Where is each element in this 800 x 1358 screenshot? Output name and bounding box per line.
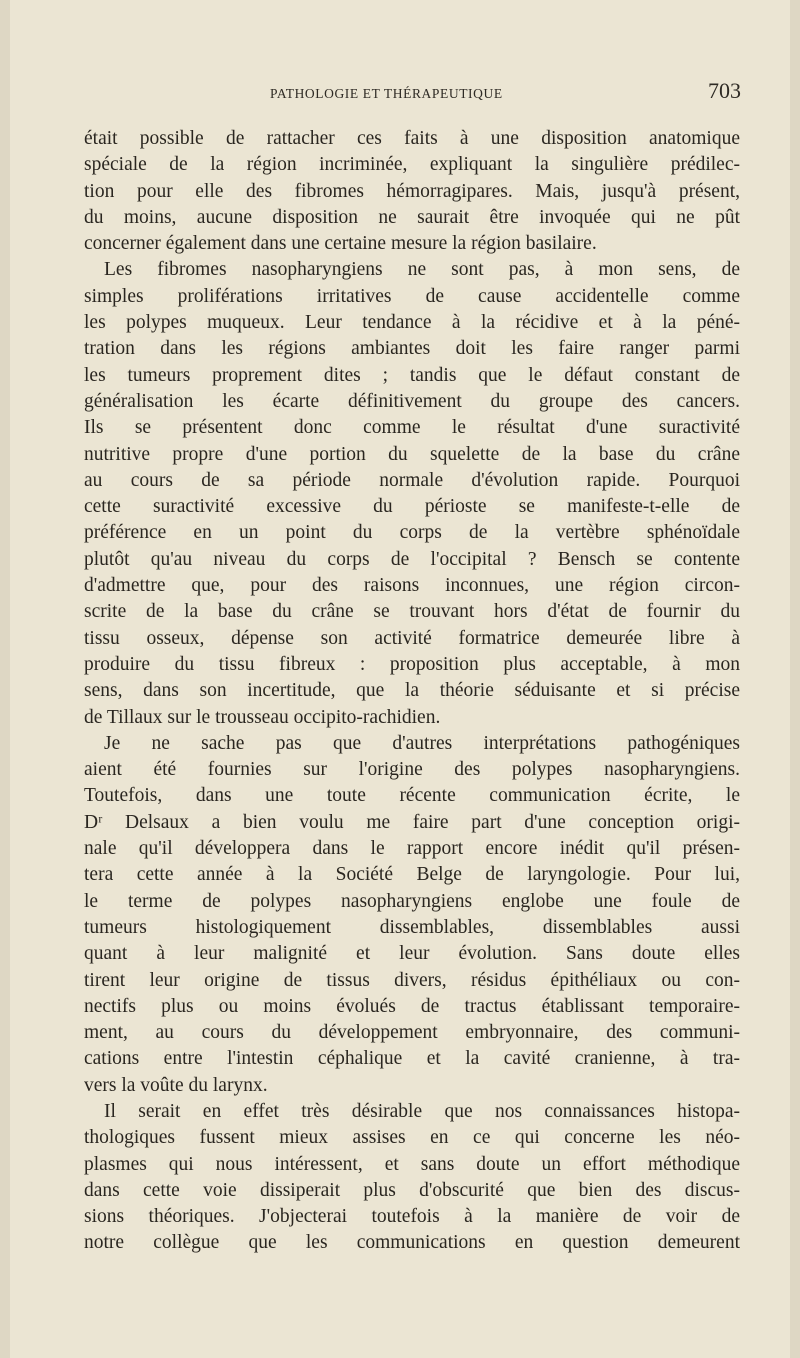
text-line: tumeurs histologiquement dissemblables, dissemblables aussi <box>84 916 740 938</box>
text-line: produire du tissu fibreux : proposition plus acceptable, à mon <box>84 653 740 675</box>
text-line: du moins, aucune disposition ne saurait être invoquée qui ne pût <box>84 206 740 228</box>
text-line: spéciale de la région incriminée, expliquant la singulière prédilec- <box>84 154 740 176</box>
text-line: nectifs plus ou moins évolués de tractus établissant temporaire- <box>84 995 740 1017</box>
text-line: tion pour elle des fibromes hémorragipares. Mais, jusqu'à présent, <box>84 180 740 202</box>
paragraph-start-line: Les fibromes nasopharyngiens ne sont pas, à mon sens, de <box>104 259 740 281</box>
paragraph-start-line: Je ne sache pas que d'autres interprétations pathogéniques <box>104 732 740 754</box>
text-line: tirent leur origine de tissus divers, résidus épithéliaux ou con- <box>84 969 740 991</box>
body-text <box>84 126 740 1257</box>
text-line: scrite de la base du crâne se trouvant hors d'état de fournir du <box>84 601 740 623</box>
text-line: de Tillaux sur le trousseau occipito-rachidien. <box>84 706 441 728</box>
text-line: nale qu'il développera dans le rapport encore inédit qu'il présen- <box>84 838 740 860</box>
text-line: quant à leur malignité et leur évolution. Sans doute elles <box>84 943 740 965</box>
text-line: les tumeurs proprement dites ; tandis que le défaut constant de <box>84 364 740 386</box>
text-line: était possible de rattacher ces faits à une disposition anatomique <box>84 128 740 149</box>
text-line: ment, au cours du développement embryonnaire, des communi- <box>84 1022 740 1044</box>
text-line: vers la voûte du larynx. <box>84 1074 268 1096</box>
text-line: aient été fournies sur l'origine des polypes nasopharyngiens. <box>84 759 740 781</box>
text-line: généralisation les écarte définitivement du groupe des cancers. <box>84 390 740 412</box>
running-title: PATHOLOGIE ET THÉRAPEUTIQUE <box>270 86 503 101</box>
text-line: tera cette année à la Société Belge de laryngologie. Pour lui, <box>84 864 740 886</box>
text-line: au cours de sa période normale d'évolution rapide. Pourquoi <box>84 469 740 491</box>
text-line: concerner également dans une certaine mesure la région basilaire. <box>84 233 597 255</box>
text-line: d'admettre que, pour des raisons inconnues, une région circon- <box>84 575 740 597</box>
text-line: dans cette voie dissiperait plus d'obscurité que bien des discus- <box>84 1179 740 1201</box>
text-line: préférence en un point du corps de la vertèbre sphénoïdale <box>84 522 740 544</box>
text-line: les polypes muqueux. Leur tendance à la récidive et à la péné- <box>84 312 740 334</box>
text-line: tration dans les régions ambiantes doit les faire ranger parmi <box>84 338 740 360</box>
text-line: notre collègue que les communications en question demeurent <box>84 1232 740 1254</box>
text-line: tissu osseux, dépense son activité formatrice demeurée libre à <box>84 627 740 649</box>
page-header <box>0 78 800 108</box>
text-line: Toutefois, dans une toute récente communication écrite, le <box>84 785 740 807</box>
text-line: Dʳ Delsaux a bien voulu me faire part d'une conception origi- <box>84 811 740 833</box>
text-line: cations entre l'intestin céphalique et la cavité cranienne, à tra- <box>84 1048 740 1070</box>
text-line: plasmes qui nous intéressent, et sans doute un effort méthodique <box>84 1153 740 1175</box>
text-line: le terme de polypes nasopharyngiens englobe une foule de <box>84 890 740 912</box>
paragraph-start-line: Il serait en effet très désirable que nos connaissances histopa- <box>104 1100 740 1122</box>
text-line: nutritive propre d'une portion du squelette de la base du crâne <box>84 443 740 465</box>
text-line: plutôt qu'au niveau du corps de l'occipital ? Bensch se contente <box>84 548 740 570</box>
text-line: thologiques fussent mieux assises en ce qui concerne les néo- <box>84 1127 740 1149</box>
text-line: sens, dans son incertitude, que la théorie séduisante et si précise <box>84 680 740 702</box>
text-line: simples proliférations irritatives de cause accidentelle comme <box>84 285 740 307</box>
page-number: 703 <box>708 78 741 103</box>
text-line: Ils se présentent donc comme le résultat d'une suractivité <box>84 417 740 439</box>
text-line: cette suractivité excessive du périoste se manifeste-t-elle de <box>84 496 740 518</box>
text-line: sions théoriques. J'objecterai toutefois à la manière de voir de <box>84 1206 740 1228</box>
